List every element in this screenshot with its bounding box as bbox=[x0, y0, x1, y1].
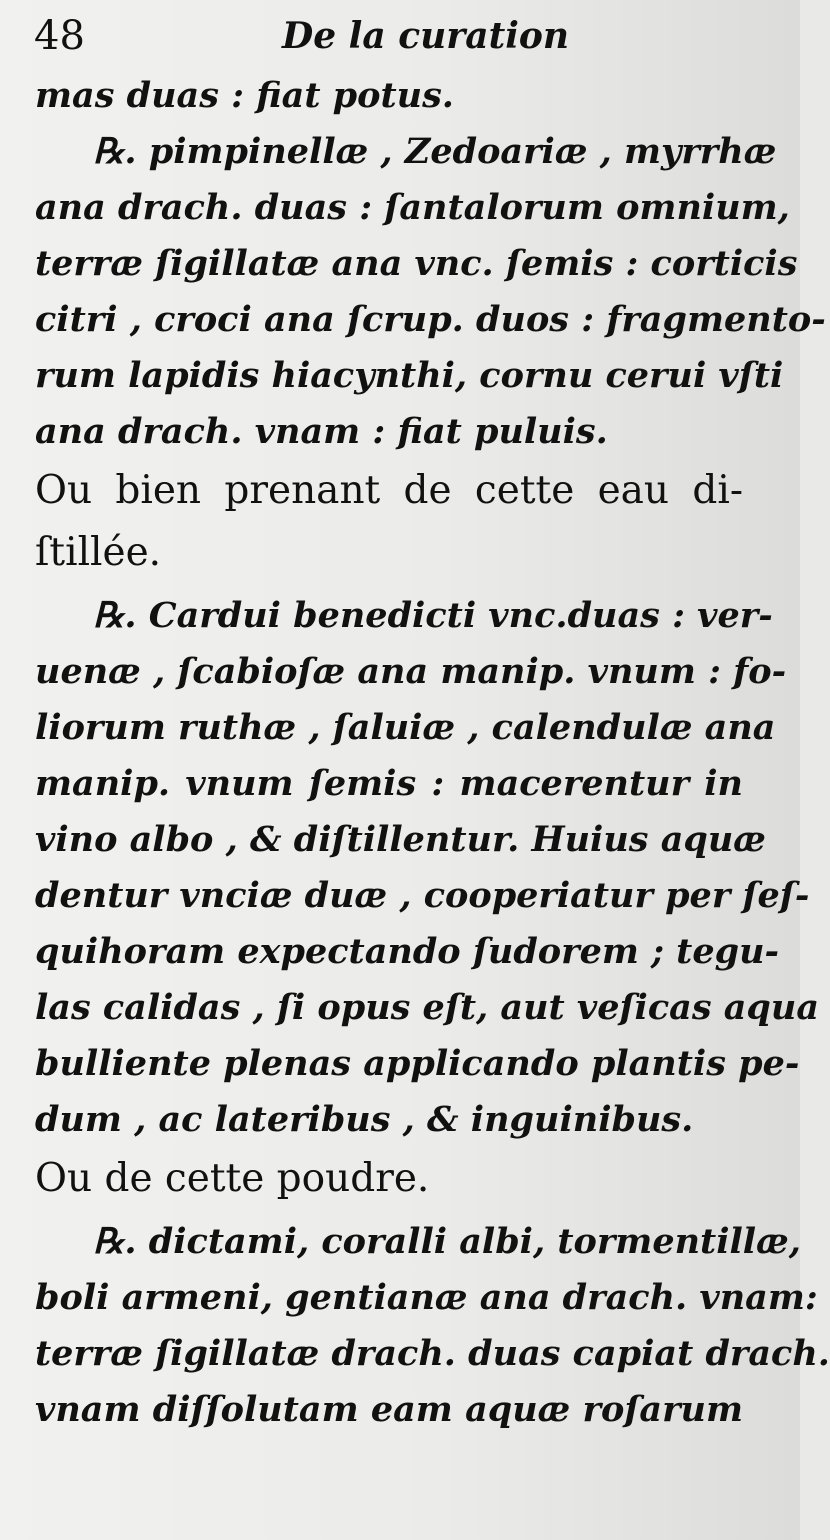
recipe-line: ℞. dictami, coralli albi, tormentillæ, bbox=[93, 1221, 801, 1262]
text-line: liorum ruthæ , ſaluiæ , calendulæ ana bbox=[35, 707, 776, 748]
text-line: boli armeni, gentianæ ana drach. vnam: bbox=[35, 1277, 818, 1318]
text-line: bulliente plenas applicando plantis pe- bbox=[35, 1043, 800, 1084]
french-line: Ou bien prenant de cette eau di- bbox=[35, 468, 743, 513]
page-body bbox=[35, 68, 830, 1438]
text-line: las calidas , ſi opus eſt, aut veſicas aqua bbox=[35, 987, 819, 1028]
page-number: 48 bbox=[34, 13, 85, 59]
text-line: mas duas : fiat potus. bbox=[35, 75, 454, 116]
text-line: ana drach. vnam : fiat puluis. bbox=[35, 411, 608, 452]
page-header bbox=[30, 14, 770, 66]
text-line: rum lapidis hiacynthi, cornu cerui vſti bbox=[35, 355, 784, 396]
text-line: quihoram expectando ſudorem ; tegu- bbox=[35, 931, 780, 972]
running-head: De la curation bbox=[282, 15, 570, 57]
text-line: uenæ , ſcabioſæ ana manip. vnum : fo- bbox=[35, 651, 787, 692]
recipe-line: ℞. pimpinellæ , Zedoariæ , myrrhæ bbox=[93, 131, 777, 172]
text-line: terræ ſigillatæ ana vnc. ſemis : corticis bbox=[35, 243, 798, 284]
text-line: terræ ſigillatæ drach. duas capiat drach. bbox=[35, 1333, 830, 1374]
text-line: ana drach. duas : ſantalorum omnium, bbox=[35, 187, 790, 228]
text-line: vnam diſſolutam eam aquæ roſarum bbox=[35, 1389, 743, 1430]
text-line: vino albo , & diſtillentur. Huius aquæ bbox=[35, 819, 766, 860]
text-line: manip. vnum ſemis : macerentur in bbox=[35, 763, 743, 804]
french-line: ſtillée. bbox=[35, 530, 162, 575]
text-line: dentur vnciæ duæ , cooperiatur per ſeſ- bbox=[35, 875, 810, 916]
french-line: Ou de cette poudre. bbox=[35, 1156, 430, 1201]
text-line: dum , ac lateribus , & inguinibus. bbox=[35, 1099, 694, 1140]
recipe-line: ℞. Cardui benedicti vnc.duas : ver- bbox=[93, 595, 773, 636]
text-line: citri , croci ana ſcrup. duos : fragmento- bbox=[35, 299, 826, 340]
